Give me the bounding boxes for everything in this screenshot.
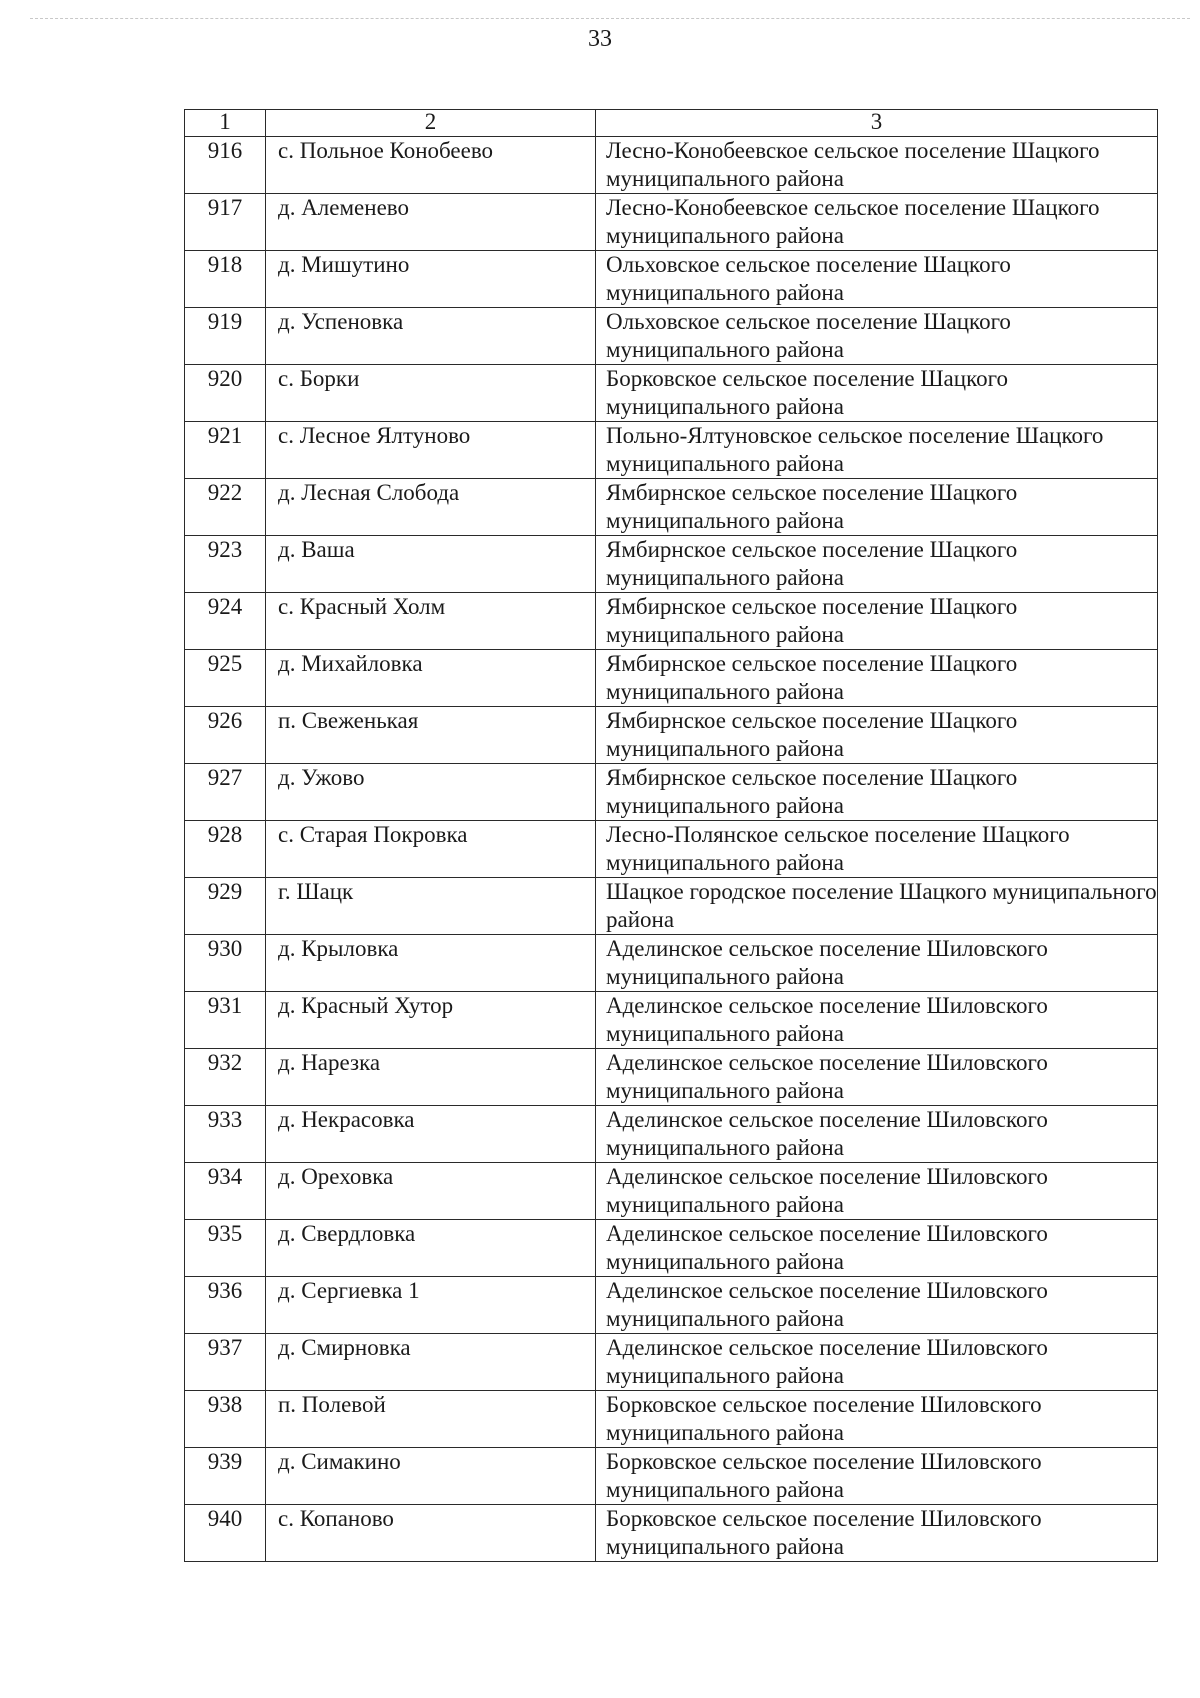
row-number: 920 bbox=[185, 365, 266, 422]
table-row bbox=[185, 251, 1158, 308]
municipality-name: Ямбирнское сельское поселение Шацкого муниципального района bbox=[596, 479, 1158, 536]
table-row bbox=[185, 137, 1158, 194]
table-row bbox=[185, 1505, 1158, 1562]
row-number: 923 bbox=[185, 536, 266, 593]
row-number: 939 bbox=[185, 1448, 266, 1505]
page-number: 33 bbox=[588, 26, 612, 52]
settlement-name: д. Алеменево bbox=[266, 194, 596, 251]
municipality-name: Аделинское сельское поселение Шиловского муниципального района bbox=[596, 1277, 1158, 1334]
table-row bbox=[185, 365, 1158, 422]
table-row bbox=[185, 479, 1158, 536]
municipality-name: Борковское сельское поселение Шацкого муниципального района bbox=[596, 365, 1158, 422]
row-number: 922 bbox=[185, 479, 266, 536]
settlement-name: д. Ореховка bbox=[266, 1163, 596, 1220]
table-row bbox=[185, 707, 1158, 764]
header-col-1: 1 bbox=[185, 110, 266, 137]
row-number: 916 bbox=[185, 137, 266, 194]
table-body bbox=[185, 137, 1158, 1562]
header-col-3: 3 bbox=[596, 110, 1158, 137]
row-number: 929 bbox=[185, 878, 266, 935]
row-number: 934 bbox=[185, 1163, 266, 1220]
table-row bbox=[185, 992, 1158, 1049]
table-row bbox=[185, 1220, 1158, 1277]
settlement-name: п. Свеженькая bbox=[266, 707, 596, 764]
settlement-name: д. Лесная Слобода bbox=[266, 479, 596, 536]
municipality-name: Ямбирнское сельское поселение Шацкого муниципального района bbox=[596, 536, 1158, 593]
municipality-name: Лесно-Конобеевское сельское поселение Шацкого муниципального района bbox=[596, 137, 1158, 194]
settlement-name: д. Успеновка bbox=[266, 308, 596, 365]
municipality-name: Аделинское сельское поселение Шиловского муниципального района bbox=[596, 1334, 1158, 1391]
table-row bbox=[185, 821, 1158, 878]
table-row bbox=[185, 1391, 1158, 1448]
row-number: 918 bbox=[185, 251, 266, 308]
settlement-name: д. Ваша bbox=[266, 536, 596, 593]
settlement-name: п. Полевой bbox=[266, 1391, 596, 1448]
table-row bbox=[185, 764, 1158, 821]
table-row bbox=[185, 593, 1158, 650]
header-row bbox=[185, 110, 1158, 137]
municipality-name: Польно-Ялтуновское сельское поселение Шацкого муниципального района bbox=[596, 422, 1158, 479]
row-number: 938 bbox=[185, 1391, 266, 1448]
table-row bbox=[185, 194, 1158, 251]
row-number: 935 bbox=[185, 1220, 266, 1277]
row-number: 925 bbox=[185, 650, 266, 707]
municipality-name: Аделинское сельское поселение Шиловского муниципального района bbox=[596, 992, 1158, 1049]
settlement-name: с. Польное Конобеево bbox=[266, 137, 596, 194]
row-number: 926 bbox=[185, 707, 266, 764]
row-number: 917 bbox=[185, 194, 266, 251]
municipality-name: Борковское сельское поселение Шиловского муниципального района bbox=[596, 1448, 1158, 1505]
settlement-name: д. Михайловка bbox=[266, 650, 596, 707]
municipality-name: Шацкое городское поселение Шацкого муниципального района bbox=[596, 878, 1158, 935]
municipality-name: Лесно-Полянское сельское поселение Шацкого муниципального района bbox=[596, 821, 1158, 878]
row-number: 930 bbox=[185, 935, 266, 992]
table-row bbox=[185, 1049, 1158, 1106]
settlement-name: с. Копаново bbox=[266, 1505, 596, 1562]
row-number: 921 bbox=[185, 422, 266, 479]
table-row bbox=[185, 422, 1158, 479]
table-row bbox=[185, 878, 1158, 935]
settlements-table bbox=[184, 109, 1158, 1562]
settlement-name: д. Некрасовка bbox=[266, 1106, 596, 1163]
municipality-name: Борковское сельское поселение Шиловского муниципального района bbox=[596, 1505, 1158, 1562]
municipality-name: Ямбирнское сельское поселение Шацкого муниципального района bbox=[596, 707, 1158, 764]
table-row bbox=[185, 650, 1158, 707]
settlement-name: г. Шацк bbox=[266, 878, 596, 935]
table-row bbox=[185, 536, 1158, 593]
settlement-name: д. Ужово bbox=[266, 764, 596, 821]
settlement-name: д. Смирновка bbox=[266, 1334, 596, 1391]
table-row bbox=[185, 1277, 1158, 1334]
municipality-name: Ольховское сельское поселение Шацкого муниципального района bbox=[596, 251, 1158, 308]
row-number: 940 bbox=[185, 1505, 266, 1562]
settlement-name: д. Мишутино bbox=[266, 251, 596, 308]
table-row bbox=[185, 1106, 1158, 1163]
settlement-name: с. Красный Холм bbox=[266, 593, 596, 650]
row-number: 919 bbox=[185, 308, 266, 365]
municipality-name: Аделинское сельское поселение Шиловского муниципального района bbox=[596, 1163, 1158, 1220]
row-number: 933 bbox=[185, 1106, 266, 1163]
row-number: 937 bbox=[185, 1334, 266, 1391]
municipality-name: Аделинское сельское поселение Шиловского муниципального района bbox=[596, 1220, 1158, 1277]
settlement-name: д. Нарезка bbox=[266, 1049, 596, 1106]
municipality-name: Ямбирнское сельское поселение Шацкого муниципального района bbox=[596, 593, 1158, 650]
municipality-name: Ямбирнское сельское поселение Шацкого муниципального района bbox=[596, 764, 1158, 821]
settlement-name: д. Красный Хутор bbox=[266, 992, 596, 1049]
municipality-name: Ямбирнское сельское поселение Шацкого муниципального района bbox=[596, 650, 1158, 707]
header-col-2: 2 bbox=[266, 110, 596, 137]
municipality-name: Аделинское сельское поселение Шиловского муниципального района bbox=[596, 1106, 1158, 1163]
table-row bbox=[185, 308, 1158, 365]
municipality-name: Лесно-Конобеевское сельское поселение Шацкого муниципального района bbox=[596, 194, 1158, 251]
row-number: 924 bbox=[185, 593, 266, 650]
table-row bbox=[185, 1334, 1158, 1391]
settlement-name: с. Лесное Ялтуново bbox=[266, 422, 596, 479]
table-row bbox=[185, 1448, 1158, 1505]
municipality-name: Борковское сельское поселение Шиловского муниципального района bbox=[596, 1391, 1158, 1448]
municipality-name: Аделинское сельское поселение Шиловского муниципального района bbox=[596, 1049, 1158, 1106]
settlement-name: д. Свердловка bbox=[266, 1220, 596, 1277]
settlement-name: д. Сергиевка 1 bbox=[266, 1277, 596, 1334]
municipality-name: Ольховское сельское поселение Шацкого муниципального района bbox=[596, 308, 1158, 365]
row-number: 932 bbox=[185, 1049, 266, 1106]
table-header bbox=[185, 110, 1158, 137]
row-number: 927 bbox=[185, 764, 266, 821]
settlement-name: с. Старая Покровка bbox=[266, 821, 596, 878]
settlement-name: д. Крыловка bbox=[266, 935, 596, 992]
table-row bbox=[185, 1163, 1158, 1220]
scan-edge-line bbox=[30, 18, 1190, 19]
table-row bbox=[185, 935, 1158, 992]
settlement-name: д. Симакино bbox=[266, 1448, 596, 1505]
row-number: 931 bbox=[185, 992, 266, 1049]
settlement-name: с. Борки bbox=[266, 365, 596, 422]
row-number: 936 bbox=[185, 1277, 266, 1334]
municipality-name: Аделинское сельское поселение Шиловского муниципального района bbox=[596, 935, 1158, 992]
row-number: 928 bbox=[185, 821, 266, 878]
